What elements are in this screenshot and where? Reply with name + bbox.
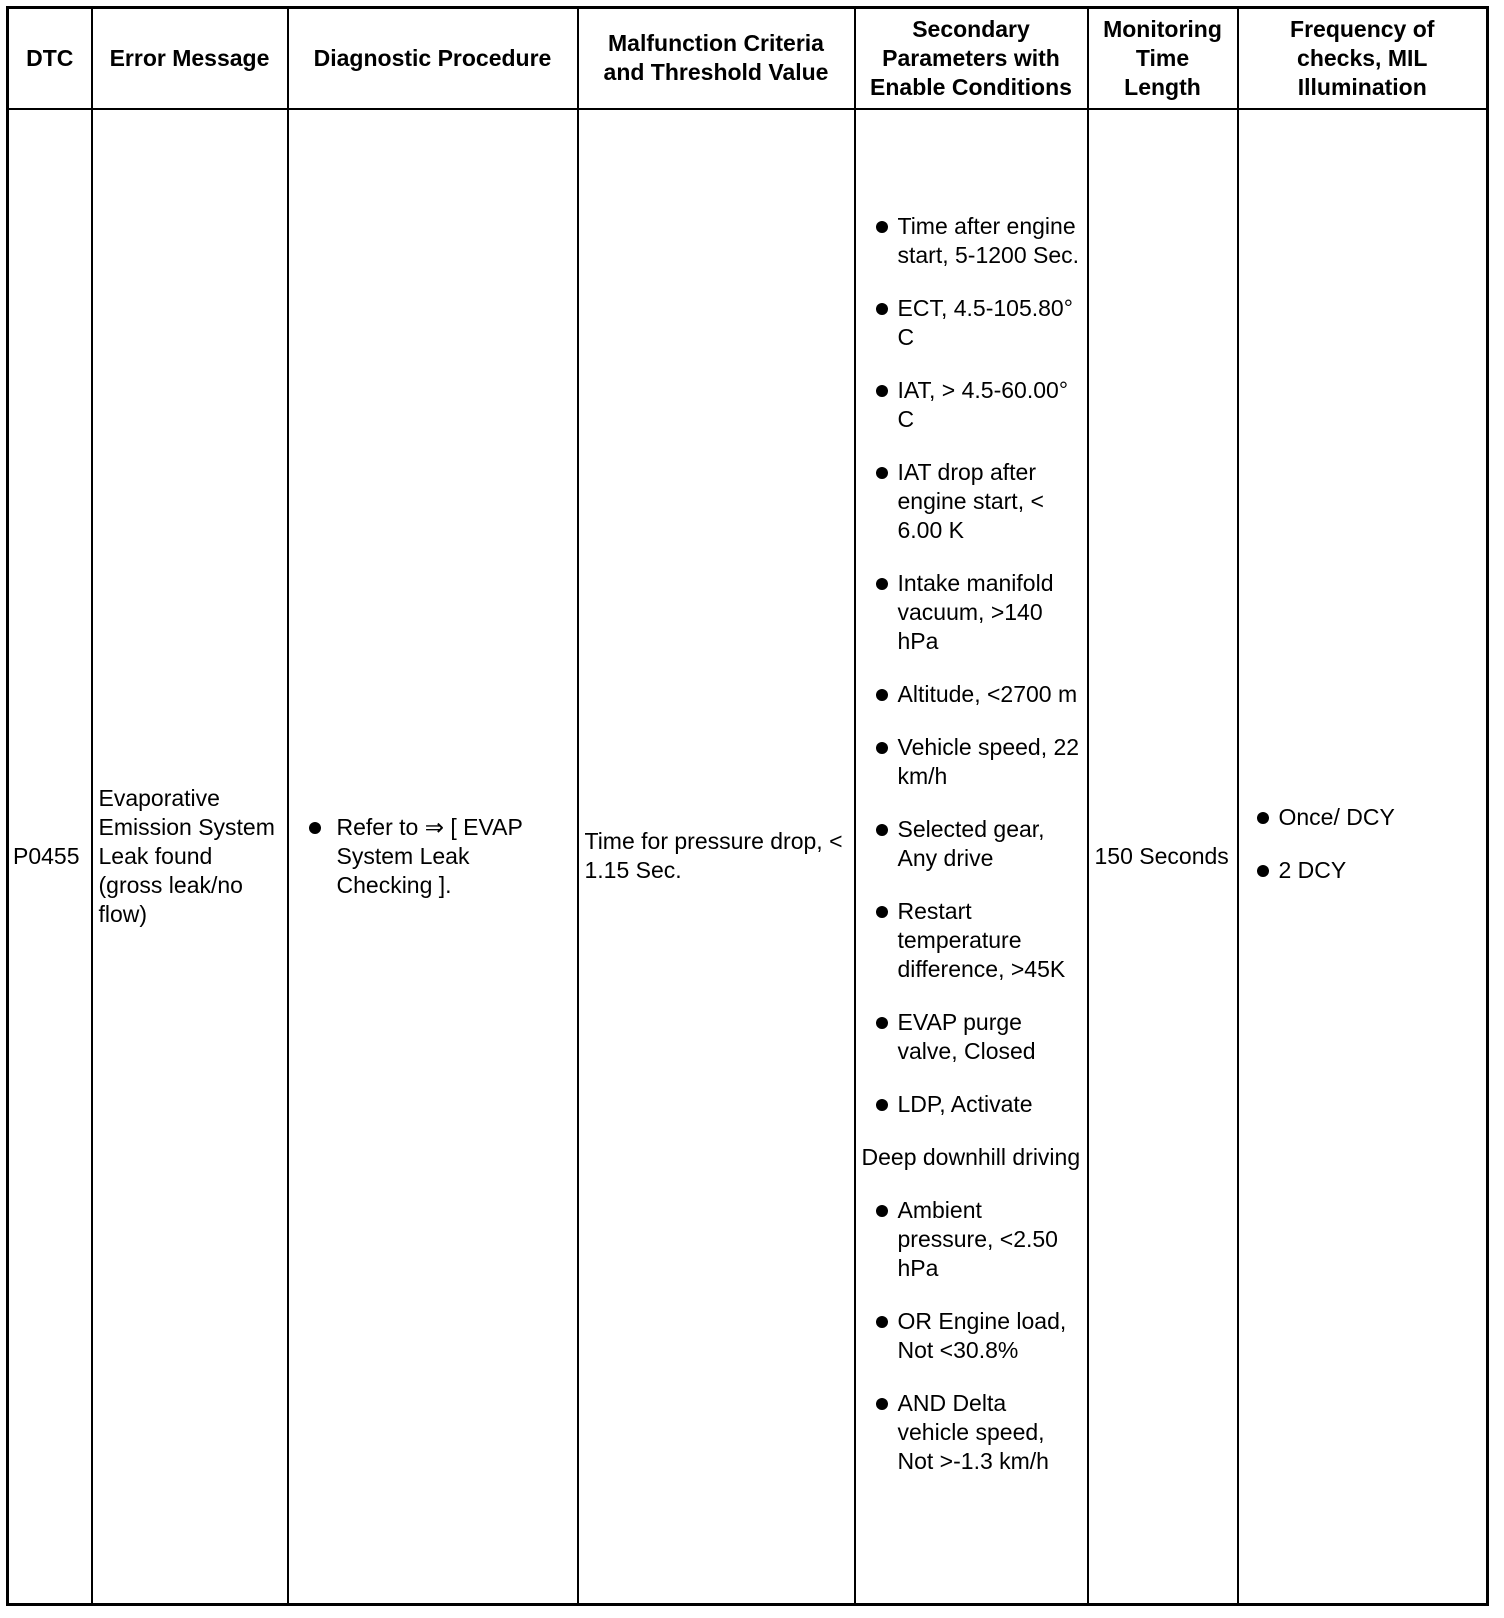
header-malfunction-criteria: Malfunction Criteria and Threshold Value — [578, 8, 855, 109]
list-item — [862, 680, 1083, 709]
cell-frequency — [1238, 109, 1488, 1605]
list-item — [862, 815, 1083, 873]
procedure-prefix: Refer to — [336, 813, 425, 840]
list-item-text: AND Delta vehicle speed, Not >-1.3 km/h — [897, 1390, 1049, 1475]
diagnostic-procedure-list — [289, 813, 571, 900]
subheading-deep-downhill: Deep downhill driving — [861, 1144, 1081, 1171]
header-dtc: DTC — [8, 8, 92, 109]
list-item-text: Ambient pressure, <2.50 hPa — [897, 1197, 1058, 1282]
bullet-icon — [876, 221, 888, 233]
bullet-icon — [309, 822, 321, 834]
header-frequency: Frequency of checks, MIL Illumination — [1238, 8, 1488, 109]
list-item — [862, 212, 1083, 270]
list-item-text: Once/ DCY — [1278, 804, 1395, 831]
bullet-icon — [876, 1398, 888, 1410]
header-row — [8, 8, 1488, 109]
dtc-table — [6, 6, 1489, 1606]
bullet-icon — [876, 1205, 888, 1217]
list-item — [862, 458, 1083, 545]
bullet-icon — [876, 578, 888, 590]
list-item-text: Intake manifold vacuum, >140 hPa — [897, 570, 1054, 655]
list-item-text: LDP, Activate — [897, 1091, 1033, 1118]
header-secondary-parameters: Secondary Parameters with Enable Conditions — [855, 8, 1088, 109]
list-item-text: EVAP purge valve, Closed — [897, 1009, 1036, 1065]
cell-diagnostic-procedure — [288, 109, 578, 1605]
table-row — [8, 109, 1488, 1605]
bullet-icon — [876, 1099, 888, 1111]
bullet-icon — [876, 303, 888, 315]
list-item — [862, 897, 1083, 984]
list-item — [862, 569, 1083, 656]
right-arrow-icon: ⇒ — [424, 813, 444, 840]
list-item-text: 2 DCY — [1278, 857, 1347, 884]
list-item-text: Restart temperature difference, >45K — [897, 898, 1066, 983]
list-item-text: OR Engine load, Not <30.8% — [897, 1308, 1067, 1364]
list-item-text: ECT, 4.5-105.80° C — [897, 295, 1073, 351]
list-item — [862, 376, 1083, 434]
cell-malfunction-criteria: Time for pressure drop, < 1.15 Sec. — [578, 109, 855, 1605]
list-item — [1239, 803, 1481, 832]
list-item-text: Selected gear, Any drive — [897, 816, 1045, 872]
list-item — [862, 1389, 1083, 1476]
list-item — [862, 1090, 1083, 1119]
deep-downhill-list — [862, 1196, 1083, 1476]
bullet-icon — [876, 824, 888, 836]
bullet-icon — [876, 689, 888, 701]
cell-dtc: P0455 — [8, 109, 92, 1605]
secondary-parameters-list — [862, 212, 1083, 1119]
list-item — [862, 1008, 1083, 1066]
list-item — [1239, 856, 1481, 885]
frequency-list — [1239, 803, 1481, 885]
cell-monitoring-time: 150 Seconds — [1088, 109, 1238, 1605]
list-item-text: Time after engine start, 5-1200 Sec. — [897, 213, 1080, 269]
header-monitoring-time: Monitoring Time Length — [1088, 8, 1238, 109]
bullet-icon — [876, 467, 888, 479]
list-item-text: IAT drop after engine start, < 6.00 K — [897, 459, 1044, 544]
bullet-icon — [876, 1316, 888, 1328]
bullet-icon — [876, 906, 888, 918]
bullet-icon — [876, 385, 888, 397]
list-item-text: Altitude, <2700 m — [897, 681, 1078, 708]
cell-error-message: Evaporative Emission System Leak found (gross leak/no flow) — [92, 109, 288, 1605]
list-item — [289, 813, 571, 900]
list-item-text: IAT, > 4.5-60.00° C — [897, 377, 1069, 433]
header-diagnostic-procedure: Diagnostic Procedure — [288, 8, 578, 109]
list-item-text: Vehicle speed, 22 km/h — [897, 734, 1080, 790]
cell-secondary-parameters — [855, 109, 1088, 1605]
bullet-icon — [1257, 865, 1269, 877]
procedure-link[interactable]: [ EVAP System Leak Checking ]. — [336, 813, 523, 898]
list-item — [862, 1196, 1083, 1283]
header-error-message: Error Message — [92, 8, 288, 109]
list-item — [862, 1307, 1083, 1365]
list-item — [862, 294, 1083, 352]
list-item — [862, 733, 1083, 791]
bullet-icon — [876, 1017, 888, 1029]
bullet-icon — [876, 742, 888, 754]
bullet-icon — [1257, 812, 1269, 824]
